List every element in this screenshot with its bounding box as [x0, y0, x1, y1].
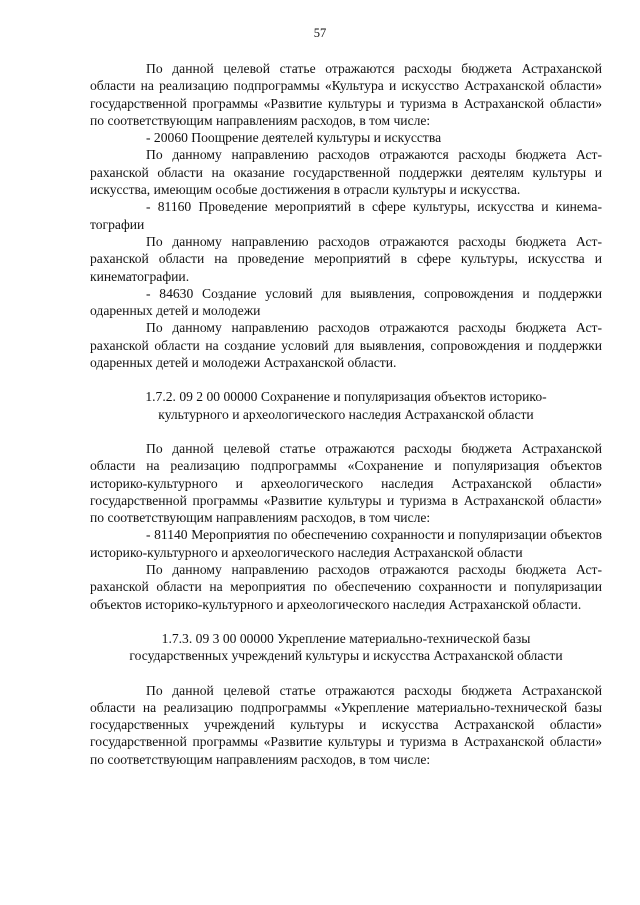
section-heading-1-7-2-line-2: культурного и археологического наследия Астраханской области — [158, 406, 534, 422]
list-item-81140: - 81140 Мероприятия по обеспечению сохранности и популяризации объектов историко-культурного и археологического наследия Астраханской области — [90, 527, 602, 560]
section-heading-1-7-3 — [90, 630, 602, 665]
paragraph-1: По данной целевой статье отражаются расходы бюджета Астраханской области на реализацию подпрограммы «Культура и искусство Астраханской области» государственной программы «Развитие культуры и туризма в Астраханской области» по соответствующим направлениям расходов, в том числе: — [90, 61, 602, 128]
page-number: 57 — [313, 26, 327, 40]
paragraph-1-7-3-intro: По данной целевой статье отражаются расходы бюджета Астраханской области на реализацию подпрограммы «Укрепление материально-технической базы государственных учреждений культуры и искусства Астраханской области» государственной программы «Развитие культуры и туризма в Астраханской области» по соответствующим направлениям расходов, в том числе: — [90, 682, 602, 767]
list-item-20060: - 20060 Поощрение деятелей культуры и искусства — [146, 130, 442, 146]
section-heading-1-7-3-line-2: государственных учреждений культуры и искусства Астраханской области — [129, 648, 563, 664]
section-heading-1-7-3-line-1: 1.7.3. 09 3 00 00000 Укрепление материально-технической базы — [161, 630, 531, 646]
paragraph-81140-description: По данному направлению расходов отражаются расходы бюджета Астраханской области на мероприятия по обеспечению сохранности и популяризации объектов историко-культурного и археологического наследия Астраханской области. — [90, 562, 602, 612]
section-heading-1-7-2-line-1: 1.7.2. 09 2 00 00000 Сохранение и популяризация объектов историко- — [145, 389, 547, 405]
list-item-81160: - 81160 Проведение мероприятий в сфере культуры, искусства и кинематографии — [90, 199, 602, 232]
paragraph-1-7-2-intro: По данной целевой статье отражаются расходы бюджета Астраханской области на реализацию подпрограммы «Сохранение и популяризация объектов историко-культурного и археологического наследия Астраханской области» государственной программы «Развитие культуры и туризма в Астраханской области» по соответствующим направлениям расходов, в том числе: — [90, 440, 602, 526]
section-heading-1-7-2 — [90, 388, 602, 423]
paragraph-20060-description: По данному направлению расходов отражаются расходы бюджета Астраханской области на оказание государственной поддержки деятелям культуры и искусства, имеющим особые достижения в отрасли культуры и искусства. — [90, 147, 602, 198]
paragraph-81160-description: По данному направлению расходов отражаются расходы бюджета Астраханской области на проведение мероприятий в сфере культуры, искусства и кинематографии. — [90, 233, 602, 284]
paragraph-84630-description: По данному направлению расходов отражаются расходы бюджета Астраханской области на создание условий для выявления, сопровождения и поддержки одаренных детей и молодежи Астраханской области. — [90, 320, 602, 371]
list-item-84630: - 84630 Создание условий для выявления, сопровождения и поддержки одаренных детей и молодежи — [90, 285, 602, 319]
document-body — [90, 60, 602, 768]
